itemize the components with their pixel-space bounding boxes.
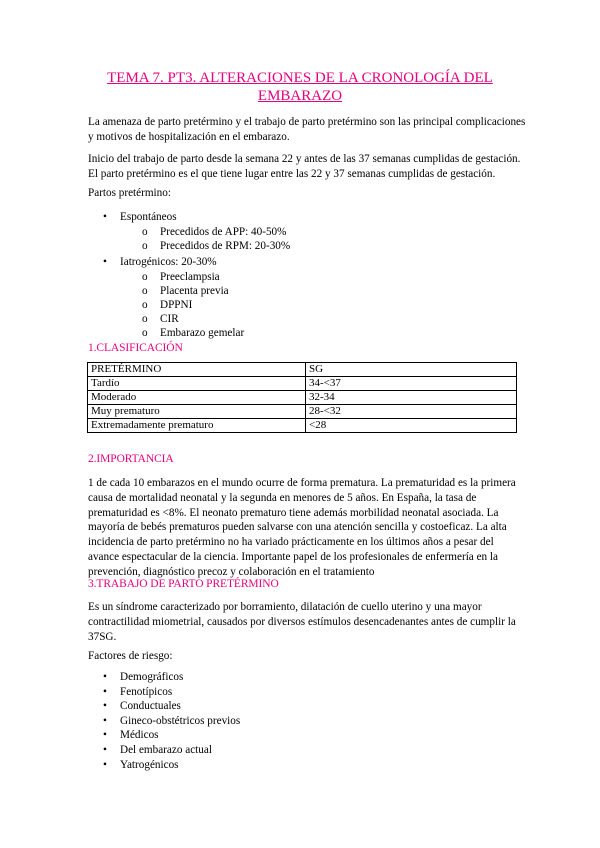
table-cell: Tardío	[88, 377, 306, 391]
list-item: o Precedidos de APP: 40-50%	[88, 225, 290, 239]
list-item: • Médicos	[88, 728, 240, 743]
list-item: o Placenta previa	[88, 284, 290, 298]
table-header-row	[88, 363, 517, 377]
list-item: • Espontáneos	[88, 210, 290, 225]
intro-paragraph-1: La amenaza de parto pretérmino y el trabajo de parto pretérmino son las principal complicaciones y motivos de hospitalización en el embarazo.	[88, 116, 526, 143]
list-item: • Fenotípicos	[88, 685, 240, 700]
table-row	[88, 405, 517, 419]
table-header-cell: PRETÉRMINO	[88, 363, 306, 377]
list-item: • Gineco-obstétricos previos	[88, 714, 240, 729]
intro-paragraph-2: Inicio del trabajo de parto desde la semana 22 y antes de las 37 semanas cumplidas de gestación. El parto pretérmino es el que tiene lugar entre las 22 y 37 semanas cumplidas de gestación.	[88, 153, 521, 180]
list-item: • Yatrogénicos	[88, 758, 240, 773]
table-cell: 32-34	[306, 391, 517, 405]
partos-list	[88, 210, 290, 340]
risk-factors-list	[88, 670, 240, 772]
table-cell: 34-<37	[306, 377, 517, 391]
list-item: o Preeclampsia	[88, 270, 290, 284]
list-item: • Del embarazo actual	[88, 743, 240, 758]
trabajo-paragraph: Es un síndrome caracterizado por borramiento, dilatación de cuello uterino y una mayor contractilidad miometrial, causados por diversos estímulos desencadenantes antes de cumplir la 37SG.	[88, 601, 516, 643]
list-item: • Iatrogénicos: 20-30%	[88, 255, 290, 270]
sublist-container	[88, 225, 290, 253]
importancia-paragraph: 1 de cada 10 embarazos en el mundo ocurre de forma prematura. La prematuridad es la primera causa de mortalidad neonatal y la segunda en menores de 5 años. En España, la tasa de prematuridad es <8%. El neonato prematuro tiene además morbilidad neonatal asociada. La mayoría de bebés prematuros pueden salvarse con una atención sencilla y costoeficaz. La alta incidencia de parto pretérmino no ha variado prácticamente en los últimos años a pesar del avance espectacular de la ciencia. Importante papel de los profesionales de enfermería en la prevención, diagnóstico precoz y colaboración en el tratamiento	[88, 477, 516, 578]
table-cell: Muy prematuro	[88, 405, 306, 419]
section-heading-clasificacion: 1.CLASIFICACIÓN	[88, 342, 183, 354]
factores-label: Factores de riesgo:	[88, 650, 173, 662]
table-row	[88, 377, 517, 391]
list-item: o CIR	[88, 312, 290, 326]
spontaneous-sublist	[88, 225, 290, 253]
table-row	[88, 419, 517, 433]
list-item: • Conductuales	[88, 699, 240, 714]
sublist-container	[88, 270, 290, 340]
table-cell: Moderado	[88, 391, 306, 405]
list-item: o Precedidos de RPM: 20-30%	[88, 239, 290, 253]
classification-table	[87, 362, 517, 433]
table-cell: Extremadamente prematuro	[88, 419, 306, 433]
list-item: o DPPNI	[88, 298, 290, 312]
page-title: TEMA 7. PT3. ALTERACIONES DE LA CRONOLOGÍA DEL EMBARAZO	[107, 70, 493, 104]
list-item: • Demográficos	[88, 670, 240, 685]
partos-label: Partos pretérmino:	[88, 187, 171, 199]
table-cell: 28-<32	[306, 405, 517, 419]
section-heading-trabajo-parto: 3.TRABAJO DE PARTO PRETÉRMINO	[88, 578, 279, 590]
table-cell: <28	[306, 419, 517, 433]
list-item: o Embarazo gemelar	[88, 326, 290, 340]
section-heading-importancia: 2.IMPORTANCIA	[88, 453, 174, 465]
iatrogenic-sublist	[88, 270, 290, 340]
table-header-cell: SG	[306, 363, 517, 377]
table-row	[88, 391, 517, 405]
